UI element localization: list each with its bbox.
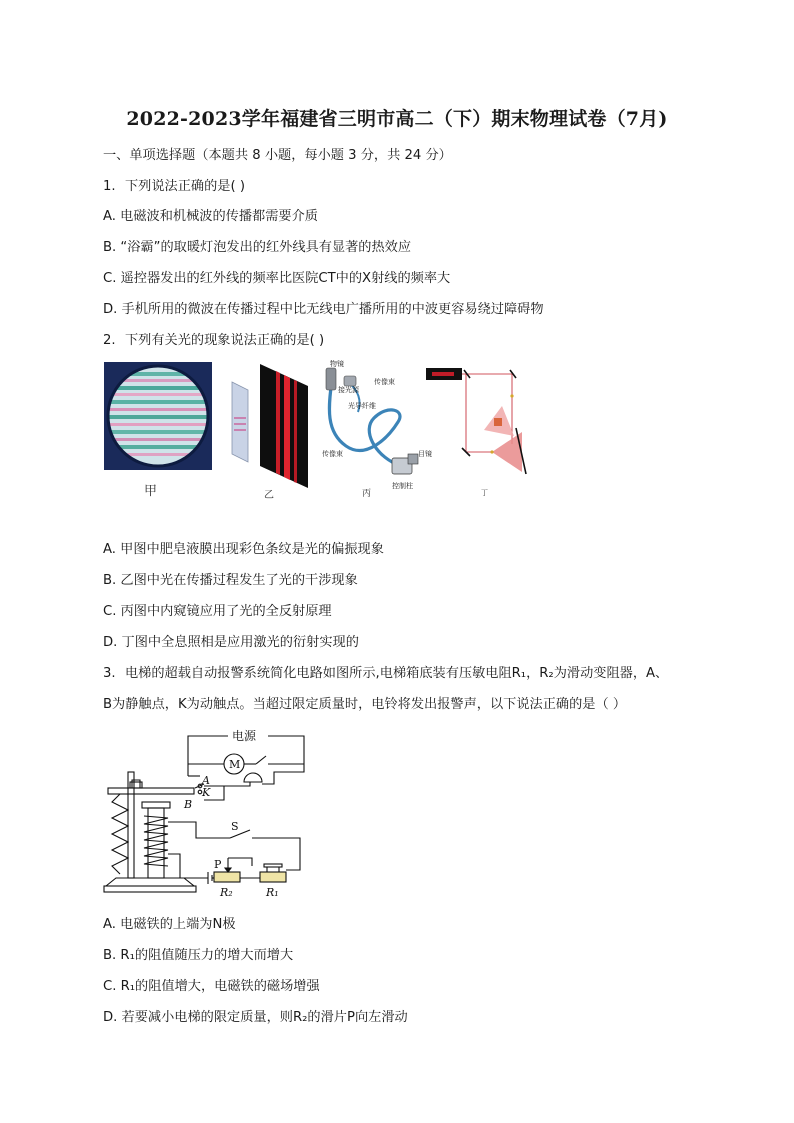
question-2-text: 下列有关光的现象说法正确的是( ) bbox=[125, 333, 325, 348]
question-1-option-d: D. 手机所用的微波在传播过程中比无线电广播所用的中波更容易绕过障碍物 bbox=[103, 302, 544, 317]
question-3-option-c: C. R₁的阻值增大，电磁铁的磁场增强 bbox=[103, 979, 320, 994]
question-2-stem bbox=[103, 332, 324, 350]
caption-jia: 甲 bbox=[144, 484, 158, 499]
label-image-bundle-2: 传像束 bbox=[322, 450, 343, 458]
question-3-option-a: A. 电磁铁的上端为N极 bbox=[103, 917, 236, 932]
label-slider-p: P bbox=[214, 858, 222, 871]
question-3-option-b: B. R₁的阻值随压力的增大而增大 bbox=[103, 948, 294, 963]
holography-figure bbox=[426, 366, 534, 490]
label-image-bundle: 传像束 bbox=[374, 378, 395, 386]
motor-symbol: M bbox=[229, 758, 241, 771]
question-2-number: 2. bbox=[103, 333, 116, 348]
label-eyepiece: 目镜 bbox=[418, 450, 432, 458]
question-1-stem bbox=[103, 178, 245, 196]
label-light-source: 接光源 bbox=[338, 386, 359, 394]
question-2-option-c: C. 丙图中内窥镜应用了光的全反射原理 bbox=[103, 604, 332, 619]
question-1-option-a: A. 电磁波和机械波的传播都需要介质 bbox=[103, 209, 318, 224]
page-title: 2022-2023学年福建省三明市高二（下）期末物理试卷（7月) bbox=[126, 108, 668, 130]
label-power-supply: 电源 bbox=[232, 729, 257, 743]
question-2-option-b: B. 乙图中光在传播过程发生了光的干涉现象 bbox=[103, 573, 358, 588]
soap-film-figure bbox=[104, 362, 212, 470]
caption-ding: 丁 bbox=[481, 489, 488, 497]
slit-diffraction-figure bbox=[228, 362, 324, 490]
label-switch-s: S bbox=[231, 820, 239, 833]
label-light-fiber: 光导纤维 bbox=[348, 402, 376, 410]
label-contact-b: B bbox=[184, 798, 193, 811]
elevator-alarm-circuit bbox=[100, 726, 315, 904]
question-3-option-d: D. 若要减小电梯的限定质量，则R₂的滑片P向左滑动 bbox=[103, 1010, 408, 1025]
question-1-option-c: C. 遥控器发出的红外线的频率比医院CT中的X射线的频率大 bbox=[103, 271, 451, 286]
label-control: 控制柱 bbox=[392, 482, 413, 490]
question-3-text-1: 电梯的超载自动报警系统简化电路如图所示,电梯箱底装有压敏电阻R₁，R₂为滑动变阻器，A、 bbox=[125, 666, 669, 681]
caption-bing: 丙 bbox=[362, 489, 372, 499]
question-3-number: 3. bbox=[103, 666, 116, 681]
question-2-figures bbox=[104, 362, 534, 502]
label-contact-a: A bbox=[202, 774, 210, 787]
label-r1: R₁ bbox=[266, 886, 279, 899]
label-r2: R₂ bbox=[220, 886, 233, 899]
question-1-option-b: B. “浴霸”的取暖灯泡发出的红外线具有显著的热效应 bbox=[103, 240, 412, 255]
question-2-option-a: A. 甲图中肥皂液膜出现彩色条纹是光的偏振现象 bbox=[103, 542, 384, 557]
caption-yi: 乙 bbox=[264, 490, 274, 501]
label-contact-k: K bbox=[202, 786, 211, 799]
label-objective: 物镜 bbox=[330, 360, 344, 368]
question-1-number: 1. bbox=[103, 179, 116, 194]
section-heading: 一、单项选择题（本题共 8 小题，每小题 3 分，共 24 分） bbox=[103, 148, 452, 163]
question-1-text: 下列说法正确的是( ) bbox=[125, 179, 245, 194]
question-3-stem-line-1 bbox=[103, 665, 668, 683]
question-3-stem-line-2: B为静触点，K为动触点。当超过限定质量时，电铃将发出报警声，以下说法正确的是（ ） bbox=[103, 697, 627, 712]
question-2-option-d: D. 丁图中全息照相是应用激光的衍射实现的 bbox=[103, 635, 359, 650]
endoscope-figure bbox=[318, 360, 432, 498]
